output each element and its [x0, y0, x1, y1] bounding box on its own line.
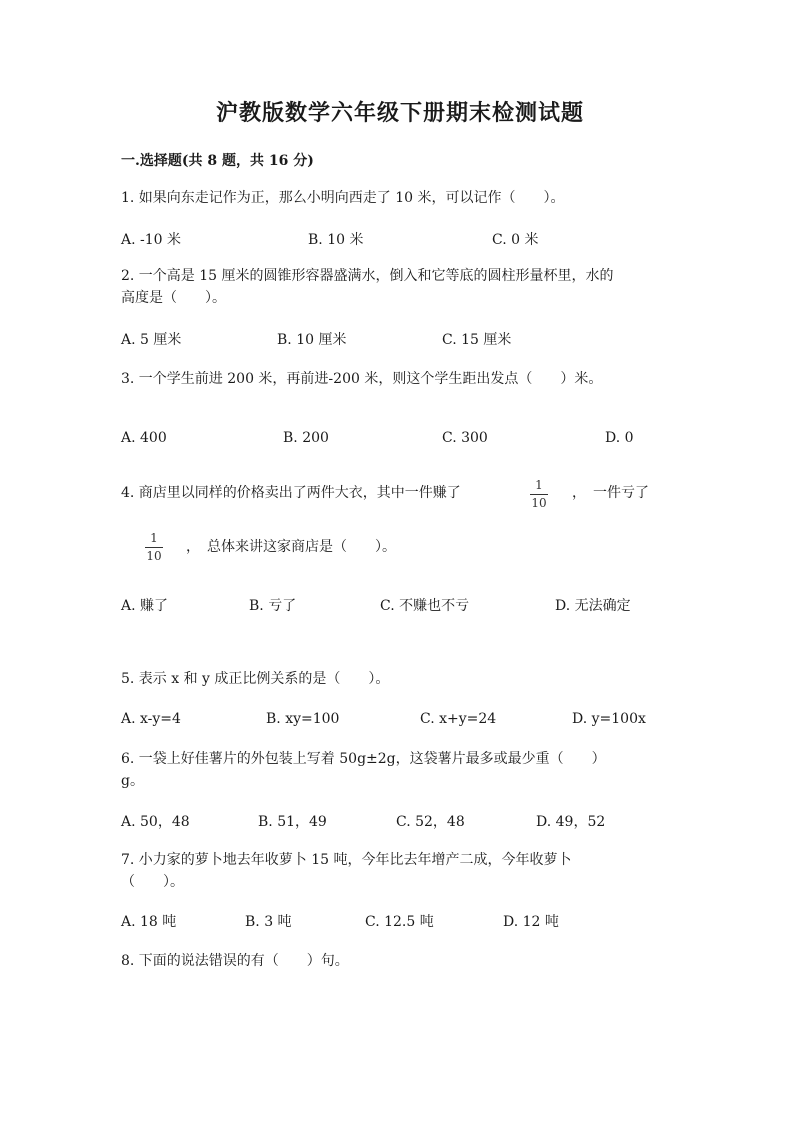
q4-fraction-2-numerator: 1 — [150, 531, 158, 545]
q5-option-a: A. x-y=4 — [121, 711, 181, 727]
q2-option-c: C. 15 厘米 — [442, 332, 512, 348]
q7-option-d: D. 12 吨 — [503, 914, 559, 930]
q7-option-c: C. 12.5 吨 — [365, 914, 434, 930]
q1-option-b: B. 10 米 — [308, 232, 364, 248]
q4-option-c: C. 不赚也不亏 — [380, 598, 470, 614]
q3-option-b: B. 200 — [283, 430, 329, 446]
question-1: 1. 如果向东走记作为正，那么小明向西走了 10 米，可以记作（ ）。 — [121, 190, 565, 206]
section-heading: 一.选择题(共 8 题，共 16 分) — [121, 153, 314, 169]
q5-option-b: B. xy=100 — [266, 711, 340, 727]
question-2-line-1: 2. 一个高是 15 厘米的圆锥形容器盛满水，倒入和它等底的圆柱形量杯里，水的 — [121, 268, 614, 284]
q3-option-d: D. 0 — [605, 430, 634, 446]
q4-option-a: A. 赚了 — [121, 598, 169, 614]
question-6-line-2: g。 — [121, 773, 144, 789]
q4-fraction-2-denominator: 10 — [146, 549, 162, 563]
q5-option-c: C. x+y=24 — [420, 711, 497, 727]
question-6-line-1: 6. 一袋上好佳薯片的外包装上写着 50g±2g，这袋薯片最多或最少重（ ） — [121, 751, 606, 767]
q2-option-b: B. 10 厘米 — [277, 332, 347, 348]
question-5: 5. 表示 x 和 y 成正比例关系的是（ ）。 — [121, 671, 390, 687]
q5-option-d: D. y=100x — [572, 711, 646, 727]
fraction-bar — [530, 494, 548, 495]
question-7-line-2: （ ）。 — [121, 874, 184, 890]
q4-option-d: D. 无法确定 — [555, 598, 631, 614]
q4-fraction-1-numerator: 1 — [535, 478, 543, 492]
fraction-bar — [145, 547, 163, 548]
question-3: 3. 一个学生前进 200 米，再前进-200 米，则这个学生距出发点（ ）米。 — [121, 371, 603, 387]
q4-fraction-1-denominator: 10 — [531, 496, 547, 510]
question-4-part-2: ， 一件亏了 — [572, 485, 649, 501]
q6-option-c: C. 52，48 — [396, 814, 465, 830]
q6-option-a: A. 50，48 — [121, 814, 190, 830]
q1-option-a: A. -10 米 — [121, 232, 182, 248]
q6-option-d: D. 49，52 — [536, 814, 606, 830]
q2-option-a: A. 5 厘米 — [121, 332, 182, 348]
q6-option-b: B. 51，49 — [258, 814, 327, 830]
q4-option-b: B. 亏了 — [249, 598, 297, 614]
page-title: 沪教版数学六年级下册期末检测试题 — [215, 100, 584, 126]
q3-option-c: C. 300 — [442, 430, 488, 446]
question-7-line-1: 7. 小力家的萝卜地去年收萝卜 15 吨，今年比去年增产二成，今年收萝卜 — [121, 852, 572, 868]
q3-option-a: A. 400 — [121, 430, 167, 446]
q1-option-c: C. 0 米 — [492, 232, 539, 248]
q4-fraction-2 — [145, 531, 163, 563]
q7-option-b: B. 3 吨 — [245, 914, 292, 930]
q7-option-a: A. 18 吨 — [121, 914, 177, 930]
question-8: 8. 下面的说法错误的有（ ）句。 — [121, 953, 349, 969]
question-4-part-1: 4. 商店里以同样的价格卖出了两件大衣，其中一件赚了 — [121, 485, 461, 501]
q4-fraction-1 — [530, 478, 548, 510]
question-4-part-3: ， 总体来讲这家商店是（ ）。 — [186, 539, 396, 555]
question-2-line-2: 高度是（ ）。 — [121, 290, 226, 306]
